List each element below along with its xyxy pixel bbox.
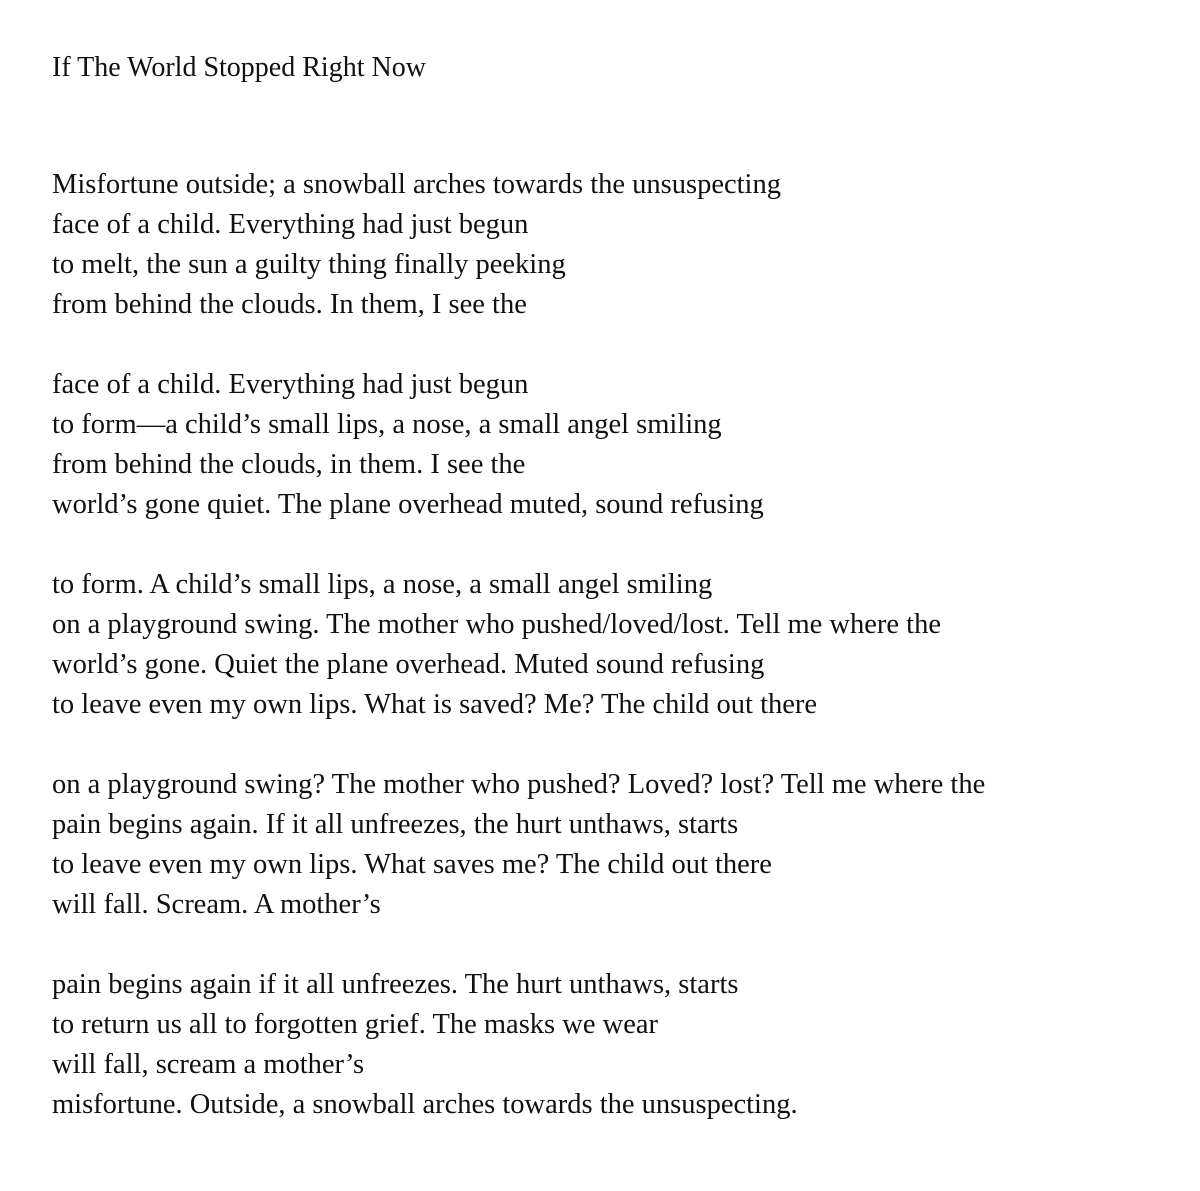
poem-line: face of a child. Everything had just begun [52, 369, 529, 400]
poem-body [52, 165, 1192, 1165]
poem-line: will fall. Scream. A mother’s [52, 889, 381, 920]
poem-line: world’s gone. Quiet the plane overhead. Muted sound refusing [52, 649, 765, 680]
poem-line: pain begins again if it all unfreezes. The hurt unthaws, starts [52, 969, 739, 1000]
poem-line: misfortune. Outside, a snowball arches towards the unsuspecting. [52, 1089, 798, 1120]
stanza-4 [52, 765, 1192, 925]
poem-line: to leave even my own lips. What is saved? Me? The child out there [52, 689, 818, 720]
poem-line: to return us all to forgotten grief. The masks we wear [52, 1009, 658, 1040]
stanza-5 [52, 965, 1192, 1125]
poem-line: world’s gone quiet. The plane overhead muted, sound refusing [52, 489, 764, 520]
poem-line: pain begins again. If it all unfreezes, the hurt unthaws, starts [52, 809, 739, 840]
stanza-3 [52, 565, 1192, 725]
poem-line: Misfortune outside; a snowball arches towards the unsuspecting [52, 169, 781, 200]
poem-line: to melt, the sun a guilty thing finally peeking [52, 249, 566, 280]
poem-line: on a playground swing. The mother who pushed/loved/lost. Tell me where the [52, 609, 941, 640]
poem-line: to leave even my own lips. What saves me? The child out there [52, 849, 772, 880]
poem-line: to form—a child’s small lips, a nose, a small angel smiling [52, 409, 722, 440]
poem-line: from behind the clouds. In them, I see the [52, 289, 527, 320]
stanza-1 [52, 165, 1192, 325]
poem-line: on a playground swing? The mother who pushed? Loved? lost? Tell me where the [52, 769, 986, 800]
poem-line: from behind the clouds, in them. I see the [52, 449, 526, 480]
poem-line: will fall, scream a mother’s [52, 1049, 365, 1080]
poem-line: face of a child. Everything had just begun [52, 209, 529, 240]
stanza-2 [52, 365, 1192, 525]
poem-line: to form. A child’s small lips, a nose, a small angel smiling [52, 569, 713, 600]
poem-title: If The World Stopped Right Now [52, 52, 426, 83]
